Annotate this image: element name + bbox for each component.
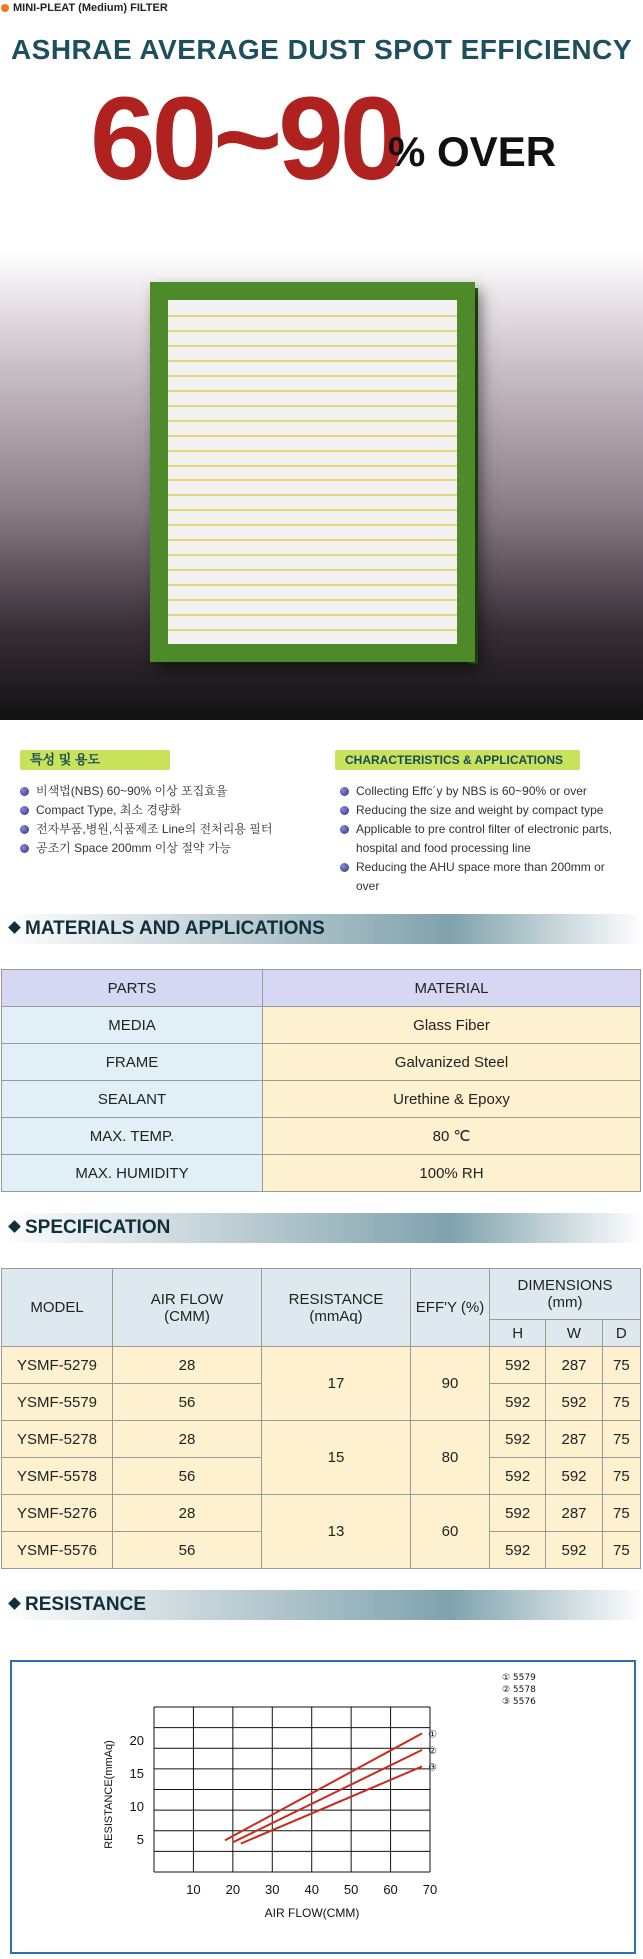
table-cell: MAX. TEMP. (2, 1118, 263, 1155)
resistance-chart (12, 1662, 634, 1952)
table-cell: 592 (546, 1384, 602, 1421)
table-header: W (546, 1320, 602, 1347)
y-tick-label: 5 (136, 1832, 144, 1847)
pleat-line (168, 494, 457, 496)
table-cell: 592 (490, 1421, 546, 1458)
resistance-section-title: RESISTANCE (25, 1594, 147, 1615)
list-item: 공조기 Space 200mm 이상 절약 가능 (20, 839, 320, 858)
table-cell: 80 (411, 1421, 490, 1495)
table-header: D (602, 1320, 640, 1347)
headline: ASHRAE AVERAGE DUST SPOT EFFICIENCY (10, 34, 633, 65)
x-tick-label: 10 (186, 1882, 201, 1897)
table-header-row (2, 1269, 641, 1320)
pleat-line (168, 315, 457, 317)
table-cell: 592 (546, 1458, 602, 1495)
table-row (2, 1007, 641, 1044)
pleat-line (168, 554, 457, 556)
list-item: Reducing the AHU space more than 200mm or over (340, 858, 630, 896)
series-marker-5576: ③ (428, 1762, 438, 1774)
table-cell: 592 (490, 1384, 546, 1421)
table-header-row (2, 970, 641, 1007)
characteristics-en-list (340, 782, 630, 896)
pleat-line (168, 345, 457, 347)
table-cell: 75 (602, 1421, 640, 1458)
table-cell: 75 (602, 1384, 640, 1421)
resistance-section-header (0, 1590, 643, 1620)
header-unit: (CMM) (164, 1307, 210, 1325)
table-cell: 75 (602, 1495, 640, 1532)
header-unit: (mmAq) (309, 1307, 363, 1325)
table-cell: 15 (262, 1421, 411, 1495)
table-header: MATERIAL (263, 970, 641, 1007)
table-cell: FRAME (2, 1044, 263, 1081)
series-line-5576 (241, 1766, 422, 1843)
table-cell: 75 (602, 1458, 640, 1495)
table-cell: YSMF-5579 (2, 1384, 113, 1421)
y-tick-label: 15 (129, 1766, 144, 1781)
y-tick-label: 10 (129, 1799, 144, 1814)
header-label: DIMENSIONS (517, 1277, 613, 1294)
table-cell: YSMF-5578 (2, 1458, 113, 1495)
x-tick-label: 50 (343, 1882, 359, 1897)
list-item: Applicable to pre control filter of electronic parts, hospital and food processing line (340, 820, 630, 858)
efficiency-range: 60~90 (90, 73, 402, 205)
specification-section-title: SPECIFICATION (25, 1217, 171, 1238)
table-row (2, 1347, 641, 1384)
table-cell: 287 (546, 1421, 602, 1458)
list-item: Collecting Effc´y by NBS is 60~90% or over (340, 782, 630, 801)
diamond-icon (8, 1220, 21, 1233)
table-header: EFF'Y (%) (411, 1269, 490, 1347)
characteristics-en-title: CHARACTERISTICS & APPLICATIONS (335, 750, 580, 770)
table-cell: Galvanized Steel (263, 1044, 641, 1081)
table-cell: 56 (113, 1458, 262, 1495)
table-cell: 592 (490, 1532, 546, 1569)
table-cell: 28 (113, 1495, 262, 1532)
pleat-line (168, 479, 457, 481)
legend-entry: ③ 5576 (502, 1697, 536, 1707)
table-row (2, 1155, 641, 1192)
table-cell: Urethine & Epoxy (263, 1081, 641, 1118)
pleat-line (168, 450, 457, 452)
table-row (2, 1495, 641, 1532)
x-tick-label: 40 (304, 1882, 319, 1897)
table-cell: SEALANT (2, 1081, 263, 1118)
legend-entry: ② 5578 (502, 1685, 536, 1695)
materials-section-title: MATERIALS AND APPLICATIONS (25, 918, 325, 939)
specification-section-header (0, 1213, 643, 1243)
list-item: 전자부품,병원,식품제조 Line의 전처리용 필터 (20, 820, 320, 839)
x-tick-label: 60 (383, 1882, 398, 1897)
table-cell: 592 (546, 1532, 602, 1569)
table-cell: 592 (490, 1458, 546, 1495)
table-row (2, 1044, 641, 1081)
filter-product-image (150, 282, 475, 662)
table-cell: 287 (546, 1495, 602, 1532)
diamond-icon (8, 1597, 21, 1610)
pleat-line (168, 360, 457, 362)
table-cell: YSMF-5279 (2, 1347, 113, 1384)
series-marker-5579: ① (428, 1729, 438, 1741)
table-row (2, 1118, 641, 1155)
x-tick-label: 70 (422, 1882, 438, 1897)
table-cell: 90 (411, 1347, 490, 1421)
series-line-5579 (225, 1733, 422, 1840)
table-cell: 287 (546, 1347, 602, 1384)
table-header: H (490, 1320, 546, 1347)
list-item: Reducing the size and weight by compact type (340, 801, 630, 820)
table-header-resistance (262, 1269, 411, 1347)
header-label: RESISTANCE (288, 1290, 384, 1308)
pleat-line (168, 599, 457, 601)
table-header: PARTS (2, 970, 263, 1007)
table-cell: 592 (490, 1347, 546, 1384)
specification-table (1, 1268, 641, 1569)
table-header-dimensions (490, 1269, 641, 1320)
table-cell: 60 (411, 1495, 490, 1569)
x-tick-label: 20 (225, 1882, 241, 1897)
pleat-line (168, 524, 457, 526)
table-cell: 28 (113, 1421, 262, 1458)
materials-table (1, 969, 641, 1192)
filter-media (168, 300, 457, 644)
pleat-line (168, 330, 457, 332)
materials-section-header (0, 914, 643, 944)
y-tick-label: 20 (129, 1733, 144, 1748)
header-unit: (mm) (547, 1294, 583, 1311)
pleat-line (168, 614, 457, 616)
pleat-line (168, 584, 457, 586)
legend-entry: ① 5579 (502, 1673, 536, 1683)
table-row (2, 1081, 641, 1118)
pleat-line (168, 390, 457, 392)
product-category-text: MINI-PLEAT (Medium) FILTER (13, 2, 168, 14)
table-cell: YSMF-5576 (2, 1532, 113, 1569)
list-item: 비색법(NBS) 60~90% 이상 포집효율 (20, 782, 320, 801)
series-line-5578 (233, 1750, 422, 1842)
series-marker-5578: ② (428, 1745, 438, 1757)
table-cell: 80 ℃ (263, 1118, 641, 1155)
x-axis-label: AIR FLOW(CMM) (264, 1906, 360, 1920)
table-cell: 592 (490, 1495, 546, 1532)
header-label: AIR FLOW (150, 1290, 224, 1308)
table-cell: 100% RH (263, 1155, 641, 1192)
pleat-line (168, 539, 457, 541)
y-axis-label: RESISTANCE(mmAq) (103, 1740, 115, 1849)
pleat-line (168, 569, 457, 571)
resistance-chart-box (10, 1660, 636, 1954)
characteristics-ko-list (20, 782, 320, 858)
table-cell: 13 (262, 1495, 411, 1569)
efficiency-suffix: % OVER (388, 128, 557, 175)
table-cell: 75 (602, 1347, 640, 1384)
x-tick-label: 30 (265, 1882, 280, 1897)
table-cell: MAX. HUMIDITY (2, 1155, 263, 1192)
list-item: Compact Type, 최소 경량화 (20, 801, 320, 820)
table-cell: 28 (113, 1347, 262, 1384)
table-cell: YSMF-5276 (2, 1495, 113, 1532)
product-category-label (0, 0, 168, 16)
pleat-line (168, 435, 457, 437)
bullet-dot-icon (1, 4, 9, 12)
diamond-icon (8, 921, 21, 934)
pleat-line (168, 509, 457, 511)
pleat-line (168, 629, 457, 631)
table-cell: 75 (602, 1532, 640, 1569)
pleat-line (168, 405, 457, 407)
pleat-line (168, 465, 457, 467)
table-cell: 56 (113, 1532, 262, 1569)
pleat-line (168, 375, 457, 377)
pleat-line (168, 420, 457, 422)
table-header-airflow (113, 1269, 262, 1347)
table-row (2, 1421, 641, 1458)
table-cell: Glass Fiber (263, 1007, 641, 1044)
characteristics-ko-title: 특성 및 용도 (20, 750, 170, 770)
table-cell: 17 (262, 1347, 411, 1421)
table-cell: MEDIA (2, 1007, 263, 1044)
table-header: MODEL (2, 1269, 113, 1347)
table-cell: 56 (113, 1384, 262, 1421)
table-cell: YSMF-5278 (2, 1421, 113, 1458)
